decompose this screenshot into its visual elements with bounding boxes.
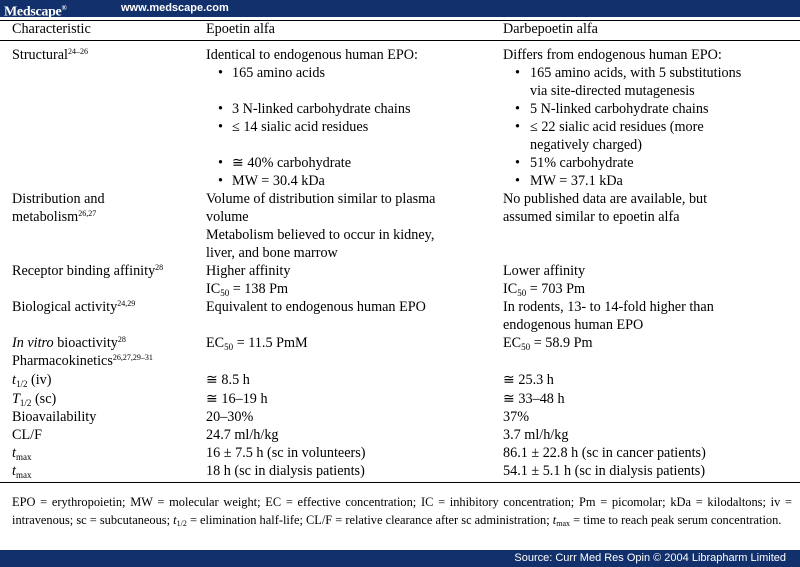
column-header-epoetin: Epoetin alfa — [206, 21, 275, 37]
darbe-biological: endogenous human EPO — [503, 317, 644, 333]
pk-epo-value: 18 h (sc in dialysis patients) — [206, 463, 365, 479]
row-label-invitro: In vitro bioactivity$^{28}$ — [12, 335, 126, 351]
top-banner — [0, 0, 800, 20]
row-label-structural: Structural$^{24-26}$ — [12, 47, 88, 63]
table-top-rule — [0, 20, 800, 21]
epo-ic50: $IC_{50} = 138$ Pm — [206, 281, 289, 298]
darbe-structural-lead: Differs from endogenous human EPO: — [503, 47, 722, 63]
epo-structural-item: ≤ 14 sialic acid residues — [232, 119, 369, 135]
pk-darbe-value: ≅ 33–48 h — [503, 391, 565, 407]
row-label-biological: Biological activity$^{24,29}$ — [12, 299, 136, 315]
epo-metabolism: Metabolism believed to occur in kidney, — [206, 227, 435, 243]
bullet-icon: • — [515, 119, 520, 135]
darbe-ec50: $EC_{50} = 58.9$ Pm — [503, 335, 593, 352]
darbe-structural-item: 165 amino acids, with 5 substitutions — [530, 65, 742, 81]
pk-darbe-value: 54.1 ± 5.1 h (sc in dialysis patients) — [503, 463, 706, 479]
pk-darbe-value: ≅ 25.3 h — [503, 372, 554, 388]
row-label-metabolism: metabolism$^{26,27}$ — [12, 209, 97, 225]
darbe-distribution: assumed similar to epoetin alfa — [503, 209, 680, 225]
table-footnote: EPO = erythropoietin; MW = molecular weight; EC = effective concentration; IC = inhibitory concentration; Pm = picomolar; kDa = kilodaltons; iv = intravenous; sc = subcutaneous; $t_{1/2}$ = elimination half-life; CL/F = relative clearance after sc administration; $t_{max}$ = time to reach peak serum concentration. — [12, 495, 792, 528]
darbe-distribution: No published data are available, but — [503, 191, 708, 207]
darbe-structural-item: via site-directed mutagenesis — [530, 83, 695, 99]
table-bottom-rule — [0, 482, 800, 483]
darbe-receptor: Lower affinity — [503, 263, 586, 279]
site-url[interactable]: www.medscape.com — [121, 2, 229, 14]
bullet-icon: • — [218, 119, 223, 135]
pk-label: CL/F — [12, 427, 42, 443]
bullet-icon: • — [515, 173, 520, 189]
column-header-characteristic: Characteristic — [12, 21, 91, 37]
pk-label: $t_{max}$ — [12, 463, 32, 480]
darbe-structural-item: negatively charged) — [530, 137, 643, 153]
epo-structural-item: 3 N-linked carbohydrate chains — [232, 101, 411, 117]
pk-darbe-value: 3.7 ml/h/kg — [503, 427, 569, 443]
pk-label: $t_{1/2}$ (iv) — [12, 372, 52, 389]
epo-biological: Equivalent to endogenous human EPO — [206, 299, 426, 315]
pk-epo-value: 24.7 ml/h/kg — [206, 427, 279, 443]
darbe-biological: In rodents, 13- to 14-fold higher than — [503, 299, 714, 315]
pk-epo-value: ≅ 8.5 h — [206, 372, 250, 388]
medscape-logo: Medscape® — [4, 4, 67, 20]
pk-epo-value: ≅ 16–19 h — [206, 391, 268, 407]
epo-structural-item: MW = 30.4 kDa — [232, 173, 325, 189]
pk-label: $T_{1/2}$ (sc) — [12, 391, 57, 408]
epo-receptor: Higher affinity — [206, 263, 291, 279]
epo-distribution: Volume of distribution similar to plasma — [206, 191, 436, 207]
darbe-ic50: $IC_{50} = 703$ Pm — [503, 281, 586, 298]
bullet-icon: • — [218, 101, 223, 117]
pk-label: Bioavailability — [12, 409, 97, 425]
darbe-structural-item: MW = 37.1 kDa — [530, 173, 623, 189]
bullet-icon: • — [218, 173, 223, 189]
darbe-structural-item: 51% carbohydrate — [530, 155, 634, 171]
pk-label: $t_{max}$ — [12, 445, 32, 462]
pk-epo-value: 20–30% — [206, 409, 254, 425]
bullet-icon: • — [218, 65, 223, 81]
epo-distribution: volume — [206, 209, 249, 225]
bullet-icon: • — [515, 65, 520, 81]
epo-ec50: $EC_{50} = 11.5$ PmM — [206, 335, 308, 352]
darbe-structural-item: ≤ 22 sialic acid residues (more — [530, 119, 704, 135]
source-banner — [0, 550, 800, 567]
pk-darbe-value: 86.1 ± 22.8 h (sc in cancer patients) — [503, 445, 706, 461]
source-citation: Source: Curr Med Res Opin © 2004 Librapharm Limited — [514, 552, 786, 564]
epo-metabolism: liver, and bone marrow — [206, 245, 338, 261]
row-label-distribution: Distribution and — [12, 191, 105, 207]
column-header-darbepoetin: Darbepoetin alfa — [503, 21, 598, 37]
row-label-pharmacokinetics: Pharmacokinetics$^{26,27,29-31}$ — [12, 353, 153, 369]
darbe-structural-item: 5 N-linked carbohydrate chains — [530, 101, 709, 117]
pk-darbe-value: 37% — [503, 409, 530, 425]
bullet-icon: • — [515, 101, 520, 117]
epo-structural-item: 165 amino acids — [232, 65, 325, 81]
bullet-icon: • — [218, 155, 223, 171]
header-rule — [0, 40, 800, 41]
bullet-icon: • — [515, 155, 520, 171]
epo-structural-lead: Identical to endogenous human EPO: — [206, 47, 418, 63]
pk-epo-value: 16 ± 7.5 h (sc in volunteers) — [206, 445, 366, 461]
row-label-receptor: Receptor binding affinity$^{28}$ — [12, 263, 164, 279]
epo-structural-item: ≅ 40% carbohydrate — [232, 155, 352, 171]
